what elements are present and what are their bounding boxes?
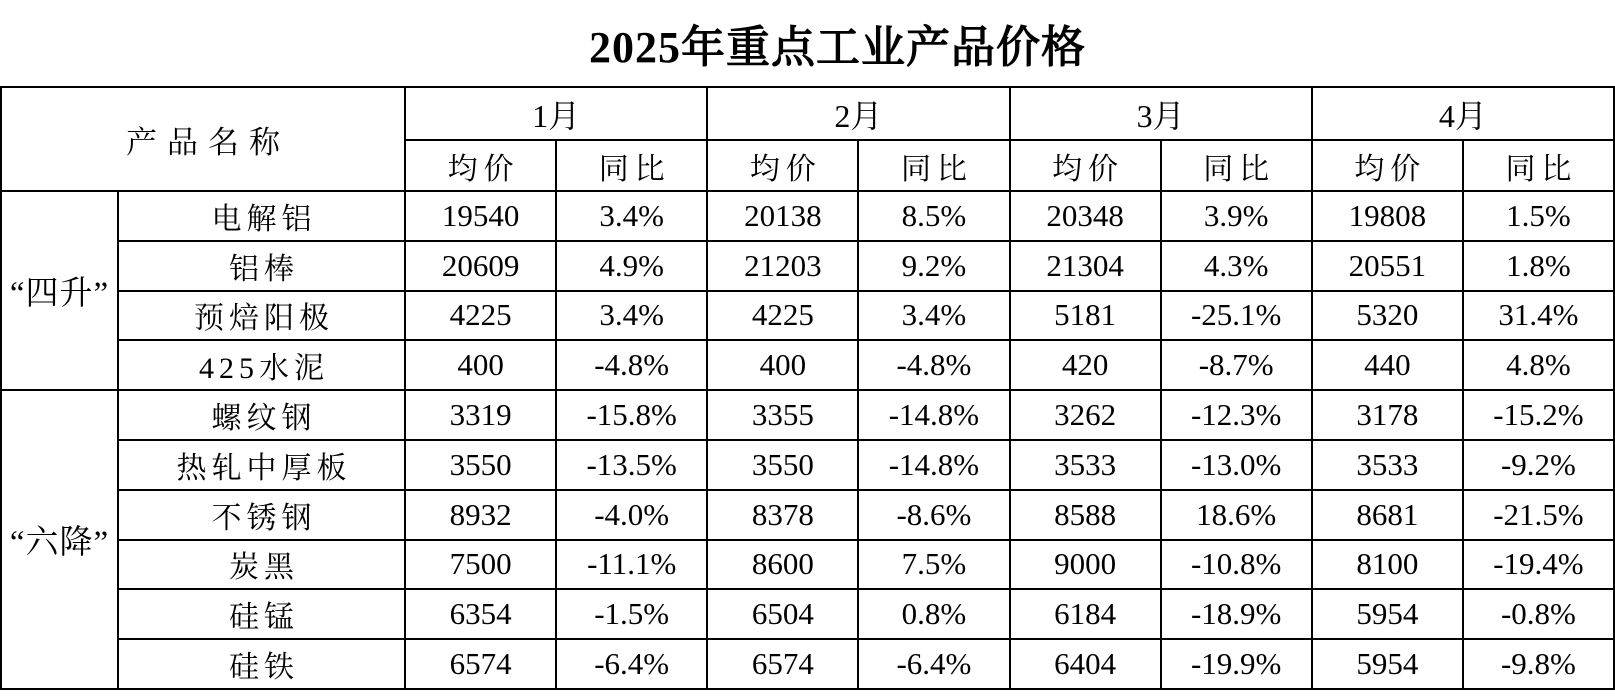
month-header-apr: 4月	[1312, 87, 1614, 140]
yoy-cell: -13.0%	[1161, 440, 1312, 490]
yoy-cell: 9.2%	[858, 241, 1009, 291]
avg-price-header: 均价	[1010, 140, 1161, 191]
table-row	[1, 340, 1614, 390]
yoy-cell: -13.5%	[556, 440, 707, 490]
table-row	[1, 191, 1614, 241]
yoy-cell: -4.8%	[556, 340, 707, 390]
yoy-cell: -14.8%	[858, 440, 1009, 490]
avg-price-cell: 21203	[707, 241, 858, 291]
avg-price-cell: 3319	[405, 390, 556, 440]
avg-price-cell: 5954	[1312, 589, 1463, 639]
avg-price-cell: 3550	[405, 440, 556, 490]
avg-price-cell: 400	[707, 340, 858, 390]
product-name-cell: 硅铁	[118, 639, 405, 689]
avg-price-cell: 6574	[405, 639, 556, 689]
yoy-cell: 8.5%	[858, 191, 1009, 241]
industrial-price-table	[0, 86, 1615, 690]
avg-price-cell: 19540	[405, 191, 556, 241]
avg-price-cell: 6354	[405, 589, 556, 639]
yoy-cell: -11.1%	[556, 540, 707, 590]
avg-price-cell: 8100	[1312, 540, 1463, 590]
avg-price-cell: 6404	[1010, 639, 1161, 689]
yoy-cell: -1.5%	[556, 589, 707, 639]
avg-price-cell: 6504	[707, 589, 858, 639]
avg-price-cell: 400	[405, 340, 556, 390]
yoy-cell: -6.4%	[858, 639, 1009, 689]
product-name-header: 产品名称	[1, 87, 405, 191]
yoy-cell: 4.3%	[1161, 241, 1312, 291]
avg-price-cell: 4225	[405, 291, 556, 341]
yoy-cell: 1.5%	[1463, 191, 1614, 241]
yoy-header: 同比	[556, 140, 707, 191]
table-row	[1, 490, 1614, 540]
yoy-cell: 18.6%	[1161, 490, 1312, 540]
avg-price-cell: 3550	[707, 440, 858, 490]
avg-price-cell: 3533	[1010, 440, 1161, 490]
table-row	[1, 440, 1614, 490]
yoy-cell: -15.2%	[1463, 390, 1614, 440]
group-label: “四升”	[1, 191, 118, 390]
yoy-cell: 7.5%	[858, 540, 1009, 590]
avg-price-cell: 6574	[707, 639, 858, 689]
yoy-cell: -25.1%	[1161, 291, 1312, 341]
yoy-cell: -12.3%	[1161, 390, 1312, 440]
yoy-cell: -19.9%	[1161, 639, 1312, 689]
product-name-cell: 铝棒	[118, 241, 405, 291]
avg-price-header: 均价	[1312, 140, 1463, 191]
yoy-cell: -9.8%	[1463, 639, 1614, 689]
avg-price-cell: 5954	[1312, 639, 1463, 689]
yoy-cell: -19.4%	[1463, 540, 1614, 590]
product-name-cell: 硅锰	[118, 589, 405, 639]
yoy-header: 同比	[1161, 140, 1312, 191]
product-name-cell: 热轧中厚板	[118, 440, 405, 490]
table-row	[1, 639, 1614, 689]
yoy-cell: -4.0%	[556, 490, 707, 540]
avg-price-cell: 5320	[1312, 291, 1463, 341]
month-header-jan: 1月	[405, 87, 707, 140]
avg-price-cell: 440	[1312, 340, 1463, 390]
avg-price-cell: 8681	[1312, 490, 1463, 540]
yoy-cell: 3.9%	[1161, 191, 1312, 241]
avg-price-cell: 3178	[1312, 390, 1463, 440]
yoy-cell: 4.9%	[556, 241, 707, 291]
product-name-cell: 预焙阳极	[118, 291, 405, 341]
avg-price-cell: 20609	[405, 241, 556, 291]
yoy-cell: -10.8%	[1161, 540, 1312, 590]
yoy-cell: -8.7%	[1161, 340, 1312, 390]
yoy-cell: -9.2%	[1463, 440, 1614, 490]
month-header-mar: 3月	[1010, 87, 1312, 140]
avg-price-cell: 8588	[1010, 490, 1161, 540]
avg-price-cell: 8378	[707, 490, 858, 540]
group-label: “六降”	[1, 390, 118, 689]
avg-price-cell: 420	[1010, 340, 1161, 390]
avg-price-cell: 8600	[707, 540, 858, 590]
avg-price-cell: 7500	[405, 540, 556, 590]
avg-price-cell: 19808	[1312, 191, 1463, 241]
product-name-cell: 不锈钢	[118, 490, 405, 540]
avg-price-cell: 20348	[1010, 191, 1161, 241]
table-body	[1, 191, 1614, 689]
yoy-cell: -14.8%	[858, 390, 1009, 440]
table-row	[1, 540, 1614, 590]
yoy-cell: 3.4%	[556, 191, 707, 241]
yoy-cell: -0.8%	[1463, 589, 1614, 639]
page-title: 2025年重点工业产品价格	[589, 23, 1086, 72]
product-name-cell: 425水泥	[118, 340, 405, 390]
yoy-cell: 31.4%	[1463, 291, 1614, 341]
yoy-cell: -18.9%	[1161, 589, 1312, 639]
avg-price-header: 均价	[405, 140, 556, 191]
table-row	[1, 241, 1614, 291]
avg-price-cell: 4225	[707, 291, 858, 341]
avg-price-cell: 21304	[1010, 241, 1161, 291]
avg-price-header: 均价	[707, 140, 858, 191]
yoy-cell: -15.8%	[556, 390, 707, 440]
yoy-cell: 3.4%	[858, 291, 1009, 341]
yoy-cell: 3.4%	[556, 291, 707, 341]
yoy-cell: -8.6%	[858, 490, 1009, 540]
table-row	[1, 390, 1614, 440]
yoy-cell: -6.4%	[556, 639, 707, 689]
table-row	[1, 291, 1614, 341]
yoy-cell: -21.5%	[1463, 490, 1614, 540]
product-name-cell: 电解铝	[118, 191, 405, 241]
yoy-cell: 4.8%	[1463, 340, 1614, 390]
yoy-header: 同比	[1463, 140, 1614, 191]
yoy-cell: -4.8%	[858, 340, 1009, 390]
avg-price-cell: 6184	[1010, 589, 1161, 639]
avg-price-cell: 3355	[707, 390, 858, 440]
avg-price-cell: 5181	[1010, 291, 1161, 341]
product-name-cell: 炭黑	[118, 540, 405, 590]
yoy-cell: 0.8%	[858, 589, 1009, 639]
product-name-cell: 螺纹钢	[118, 390, 405, 440]
avg-price-cell: 9000	[1010, 540, 1161, 590]
avg-price-cell: 8932	[405, 490, 556, 540]
avg-price-cell: 20551	[1312, 241, 1463, 291]
avg-price-cell: 3262	[1010, 390, 1161, 440]
table-row	[1, 589, 1614, 639]
month-header-feb: 2月	[707, 87, 1009, 140]
avg-price-cell: 3533	[1312, 440, 1463, 490]
yoy-header: 同比	[858, 140, 1009, 191]
avg-price-cell: 20138	[707, 191, 858, 241]
yoy-cell: 1.8%	[1463, 241, 1614, 291]
